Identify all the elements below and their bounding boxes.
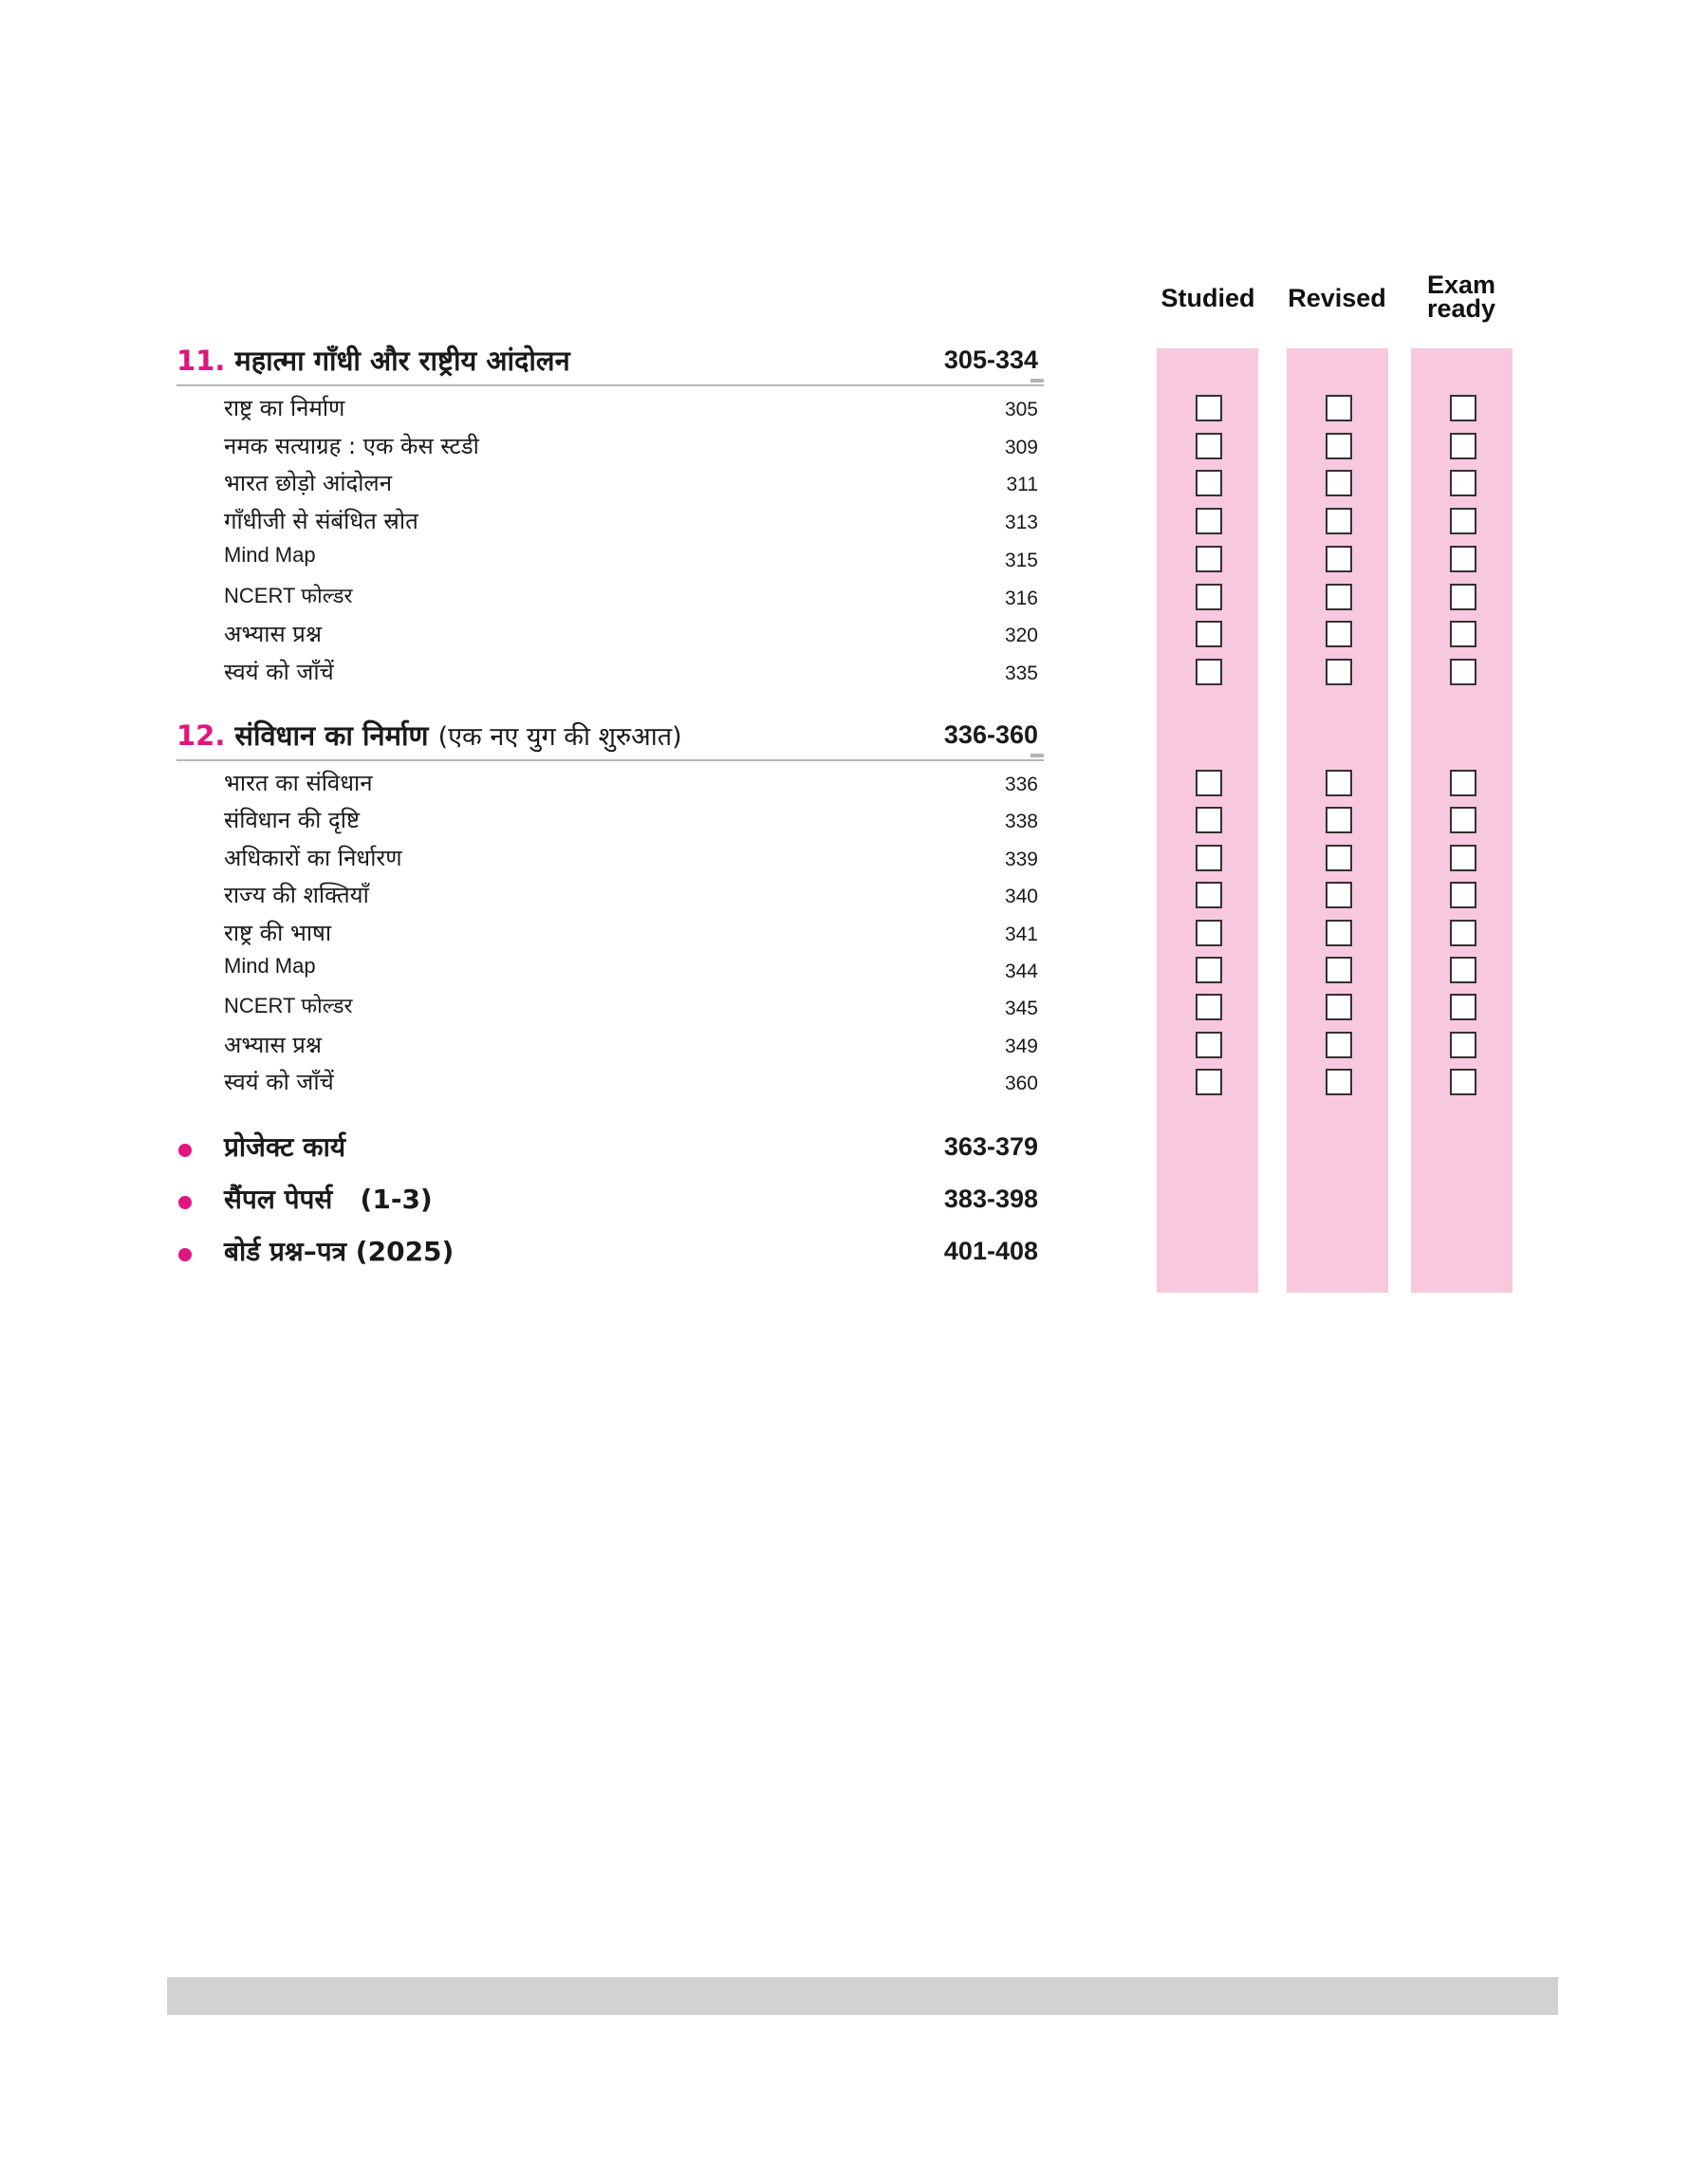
chapter-divider [176, 759, 1044, 761]
bullet-icon [178, 1144, 192, 1157]
studied-checkbox[interactable] [1196, 546, 1222, 572]
exam-ready-checkbox[interactable] [1450, 621, 1476, 647]
topic-page-number: 313 [1004, 512, 1038, 534]
studied-checkbox[interactable] [1196, 621, 1222, 647]
exam-ready-checkbox[interactable] [1450, 470, 1476, 496]
revised-checkbox[interactable] [1326, 546, 1352, 572]
column-header-revised: Revised [1288, 284, 1386, 312]
studied-checkbox[interactable] [1196, 994, 1222, 1020]
extra-section-title: प्रोजेक्ट कार्य [224, 1131, 346, 1163]
topic-page-number: 315 [1004, 549, 1038, 571]
topic-label: स्वयं को जाँचें [224, 1069, 334, 1096]
revised-checkbox[interactable] [1326, 957, 1352, 983]
chapter-number: 12. [176, 719, 226, 752]
extra-section-range: 363-379 [943, 1132, 1038, 1161]
topic-page-number: 316 [1004, 587, 1038, 609]
extra-section-title: सैंपल पेपर्स (1-3) [224, 1184, 433, 1215]
studied-checkbox[interactable] [1196, 882, 1222, 908]
topic-label: राष्ट्र की भाषा [224, 919, 332, 946]
exam-ready-checkbox[interactable] [1450, 770, 1476, 796]
topic-label: स्वयं को जाँचें [224, 658, 334, 685]
divider-cap [1030, 379, 1044, 382]
topic-label: NCERT फोल्डर [224, 583, 353, 607]
studied-checkbox[interactable] [1196, 395, 1222, 421]
topic-label: संविधान की दृष्टि [224, 807, 360, 834]
exam-ready-checkbox[interactable] [1450, 920, 1476, 946]
topic-page-number: 338 [1004, 811, 1038, 833]
exam-ready-checkbox[interactable] [1450, 433, 1476, 459]
topic-label: अधिकारों का निर्धारण [224, 844, 402, 871]
topic-page-number: 344 [1004, 961, 1038, 982]
topic-page-number: 360 [1004, 1073, 1038, 1095]
revised-checkbox[interactable] [1326, 1032, 1352, 1058]
revised-checkbox[interactable] [1326, 659, 1352, 685]
studied-checkbox[interactable] [1196, 845, 1222, 871]
revised-checkbox[interactable] [1326, 1069, 1352, 1095]
topic-label: Mind Map [224, 542, 316, 567]
topic-page-number: 340 [1004, 886, 1038, 908]
exam-ready-checkbox[interactable] [1450, 882, 1476, 908]
exam-ready-checkbox[interactable] [1450, 1032, 1476, 1058]
revised-checkbox[interactable] [1326, 470, 1352, 496]
revised-checkbox[interactable] [1326, 770, 1352, 796]
topic-page-number: 336 [1004, 774, 1038, 795]
topic-page-number: 305 [1004, 399, 1038, 420]
footer-bar [167, 1977, 1558, 2015]
chapter-title [176, 717, 682, 754]
studied-checkbox[interactable] [1196, 770, 1222, 796]
exam-ready-checkbox[interactable] [1450, 994, 1476, 1020]
topic-label: राज्य की शक्तियाँ [224, 882, 369, 909]
exam-ready-checkbox[interactable] [1450, 395, 1476, 421]
exam-ready-checkbox[interactable] [1450, 659, 1476, 685]
revised-checkbox[interactable] [1326, 994, 1352, 1020]
studied-checkbox[interactable] [1196, 957, 1222, 983]
topic-page-number: 345 [1004, 998, 1038, 1020]
topic-page-number: 335 [1004, 662, 1038, 684]
exam-ready-label: Exam ready [1426, 271, 1496, 323]
topic-label: भारत छोड़ो आंदोलन [224, 470, 393, 497]
topic-label: गाँधीजी से संबंधित स्रोत [224, 508, 418, 535]
topic-label: नमक सत्याग्रह : एक केस स्टडी [224, 432, 479, 459]
studied-checkbox[interactable] [1196, 433, 1222, 459]
exam-ready-checkbox[interactable] [1450, 1069, 1476, 1095]
chapter-page-range: 336-360 [943, 720, 1038, 749]
bullet-icon [178, 1196, 192, 1209]
chapter-page-range: 305-334 [943, 345, 1038, 374]
studied-checkbox[interactable] [1196, 470, 1222, 496]
bullet-icon [178, 1248, 192, 1261]
revised-checkbox[interactable] [1326, 584, 1352, 610]
topic-page-number: 311 [1006, 474, 1038, 496]
topic-label: Mind Map [224, 954, 316, 978]
exam-ready-checkbox[interactable] [1450, 584, 1476, 610]
studied-checkbox[interactable] [1196, 1069, 1222, 1095]
topic-label: राष्ट्र का निर्माण [224, 395, 345, 421]
topic-label: अभ्यास प्रश्न [224, 1031, 322, 1058]
studied-checkbox[interactable] [1196, 1032, 1222, 1058]
extra-section-range: 401-408 [943, 1237, 1038, 1265]
exam-ready-checkbox[interactable] [1450, 508, 1476, 534]
chapter-subtitle: (एक नए युग की शुरुआत) [437, 722, 682, 752]
chapter-title-text: महात्मा गाँधी और राष्ट्रीय आंदोलन [234, 345, 570, 377]
topic-page-number: 349 [1004, 1035, 1038, 1057]
divider-cap [1030, 754, 1044, 757]
chapter-title [176, 342, 570, 379]
studied-checkbox[interactable] [1196, 807, 1222, 833]
revised-checkbox[interactable] [1326, 882, 1352, 908]
revised-checkbox[interactable] [1326, 920, 1352, 946]
extra-section-range: 383-398 [943, 1185, 1038, 1213]
topic-label: NCERT फोल्डर [224, 994, 353, 1018]
revised-checkbox[interactable] [1326, 433, 1352, 459]
topic-label: अभ्यास प्रश्न [224, 621, 322, 648]
studied-checkbox[interactable] [1196, 920, 1222, 946]
extra-section-title: बोर्ड प्रश्न–पत्र (2025) [224, 1236, 455, 1267]
exam-ready-checkbox[interactable] [1450, 845, 1476, 871]
topic-page-number: 320 [1004, 625, 1038, 647]
topic-page-number: 309 [1004, 436, 1038, 458]
revised-checkbox[interactable] [1326, 621, 1352, 647]
revised-checkbox[interactable] [1326, 807, 1352, 833]
studied-checkbox[interactable] [1196, 584, 1222, 610]
revised-checkbox[interactable] [1326, 508, 1352, 534]
chapter-number: 11. [176, 345, 226, 377]
revised-checkbox[interactable] [1326, 845, 1352, 871]
topic-label: भारत का संविधान [224, 770, 373, 796]
topic-page-number: 339 [1004, 848, 1038, 870]
exam-ready-checkbox[interactable] [1450, 807, 1476, 833]
topic-page-number: 341 [1004, 923, 1038, 945]
column-header-studied: Studied [1160, 284, 1255, 312]
studied-checkbox[interactable] [1196, 508, 1222, 534]
exam-ready-checkbox[interactable] [1450, 957, 1476, 983]
studied-checkbox[interactable] [1196, 659, 1222, 685]
chapter-divider [176, 384, 1044, 386]
chapter-title-text: संविधान का निर्माण [234, 719, 429, 752]
revised-checkbox[interactable] [1326, 395, 1352, 421]
exam-ready-checkbox[interactable] [1450, 546, 1476, 572]
column-header-exam-ready [1409, 273, 1513, 321]
